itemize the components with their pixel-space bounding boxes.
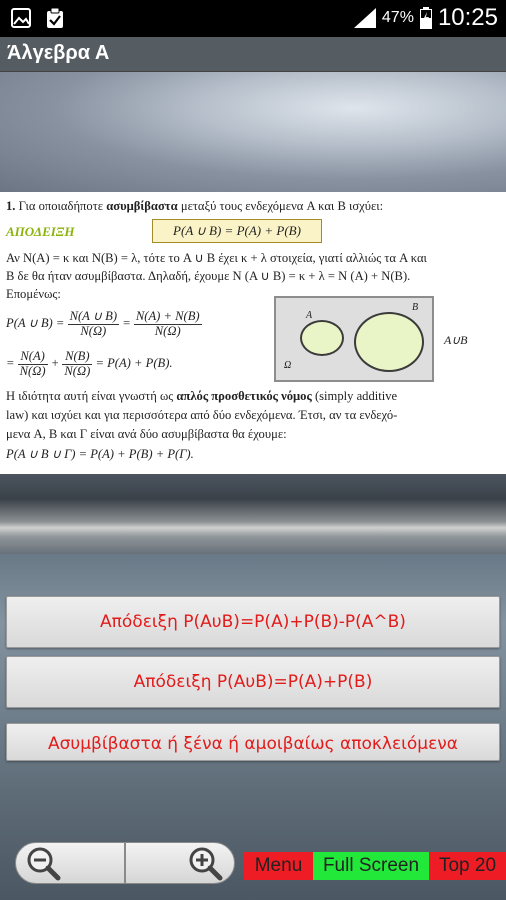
zoom-controls [15, 842, 235, 884]
eq2-suffix: = P(A) + P(B). [95, 356, 173, 371]
eq1-frac1-den: N(Ω) [80, 323, 107, 338]
image-icon [10, 7, 32, 29]
eq2-prefix: = [6, 356, 15, 371]
zoom-out-icon [24, 845, 64, 881]
clock: 10:25 [437, 4, 498, 31]
lesson-image [0, 192, 506, 474]
disjoint-events-button[interactable]: Ασυμβίβαστα ή ξένα ή αμοιβαίως αποκλειόμενα [6, 723, 500, 761]
eq2-fraction-1 [18, 350, 48, 379]
notification-icons [10, 7, 66, 29]
eq1-equals: = [122, 316, 131, 331]
eq1-fraction-1 [68, 310, 119, 339]
lesson-line-7: P(A ∪ B ∪ Γ) = P(A) + P(B) + P(Γ). [6, 447, 194, 461]
heading-text-post: μεταξύ τους ενδεχόμενα A και B ισχύει: [180, 199, 384, 213]
line4-bold: απλός προσθετικός νόμος [176, 389, 312, 403]
eq1-frac2-num: N(A) + N(B) [135, 309, 200, 323]
content-area [0, 72, 506, 900]
heading-number: 1. [6, 199, 16, 213]
line4-pre: Η ιδιότητα αυτή είναι γνωστή ως [6, 389, 174, 403]
venn-circle-b [354, 312, 424, 372]
venn-label-a: A [306, 310, 313, 321]
venn-circle-a [300, 320, 344, 356]
zoom-in-button[interactable] [125, 842, 235, 884]
action-bar [0, 37, 506, 72]
eq1-lhs: P(A ∪ B) = [6, 316, 65, 331]
lesson-heading [6, 200, 498, 214]
battery-percent: 47% [381, 9, 414, 26]
venn-caption: A∪B [444, 333, 468, 347]
proof-disjoint-button[interactable]: Απόδειξη P(AυB)=P(A)+P(B) [6, 656, 500, 708]
eq1-fraction-2 [134, 310, 202, 339]
app-title: Άλγεβρα Α [7, 42, 110, 64]
lesson-line-4 [6, 390, 498, 404]
proof-general-button[interactable]: Απόδειξη P(AυB)=P(A)+P(B)-P(A^B) [6, 596, 500, 648]
battery-icon [420, 7, 432, 29]
eq2-frac1-num: N(A) [18, 350, 48, 365]
proof-label: ΑΠΟΔΕΙΞΗ [6, 224, 75, 239]
venn-diagram [274, 296, 434, 382]
zoom-in-icon [186, 845, 226, 881]
heading-bold: ασυμβίβαστα [106, 199, 178, 213]
top20-button[interactable]: Top 20 [429, 852, 506, 880]
menu-button[interactable]: Menu [244, 852, 313, 880]
town-background [0, 472, 506, 562]
line4-post: (simply additive [314, 389, 398, 403]
eq1-frac2-den: N(Ω) [154, 323, 181, 338]
sky-background [0, 72, 506, 192]
clipboard-check-icon [44, 7, 66, 29]
lesson-line-5: law) και ισχύει και για περισσότερα από δύο ενδεχόμενα. Έτσι, αν τα ενδεχό- [6, 408, 398, 422]
eq2-frac2-num: N(B) [62, 350, 92, 365]
venn-label-omega: Ω [284, 360, 292, 371]
eq2-fraction-2 [62, 350, 92, 379]
boxed-formula: P(A ∪ B) = P(A) + P(B) [152, 219, 322, 243]
eq2-frac2-den: N(Ω) [64, 363, 91, 378]
status-right [354, 2, 498, 34]
eq1-frac1-num: N(A ∪ B) [69, 309, 118, 323]
lesson-line-2: B δε θα ήταν ασυμβίβαστα. Δηλαδή, έχουμε N (A ∪ B) = κ + λ = N (A) + N(B). [6, 269, 411, 283]
eq2-plus: + [50, 356, 60, 371]
eq2-frac1-den: N(Ω) [19, 363, 46, 378]
venn-label-b: B [412, 302, 419, 313]
status-bar [0, 0, 506, 37]
full-screen-button[interactable]: Full Screen [313, 852, 429, 880]
lesson-line-6: μενα A, B και Γ είναι ανά δύο ασυμβίβαστα θα έχουμε: [6, 427, 287, 441]
heading-text-pre: Για οποιαδήποτε [18, 199, 104, 213]
zoom-out-button[interactable] [15, 842, 125, 884]
signal-icon [354, 8, 376, 28]
lesson-line-3: Επομένως: [6, 287, 61, 301]
lesson-line-1: Αν N(A) = κ και N(B) = λ, τότε το A ∪ B έχει κ + λ στοιχεία, γιατί αλλιώς τα A και [6, 251, 427, 265]
